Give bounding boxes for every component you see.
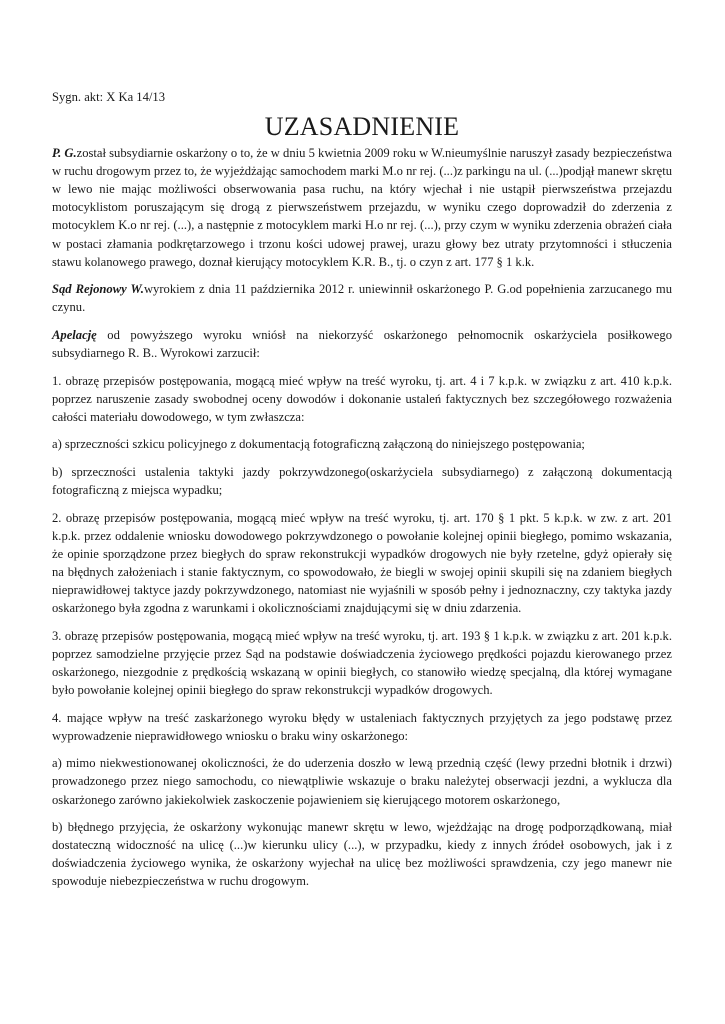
paragraph-appeal — [52, 326, 672, 362]
paragraph-text: 4. mające wpływ na treść zaskarżonego wyroku błędy w ustaleniach faktycznych przyjętych za jego podstawę przez wyprowadzenie nieprawidłowego wniosku o braku winy oskarżonego: — [52, 710, 672, 743]
paragraph-point-1b — [52, 463, 672, 499]
case-signature: Sygn. akt: X Ka 14/13 — [52, 90, 165, 104]
paragraph-text: b) sprzeczności ustalenia taktyki jazdy pokrzywdzonego(oskarżyciela subsydiarnego) z załączoną dokumentacją fotograficzną z miejsca wypadku; — [52, 465, 672, 498]
paragraph-verdict — [52, 280, 672, 316]
paragraph-text: a) mimo niekwestionowanej okoliczności, że do uderzenia doszło w lewą przednią część (lewy przedni błotnik i drzwi) prowadzonego przez niego samochodu, co niewątpliwie wskazuje o braku należytej obserwacji jezdni, a wyklucza dla oskarżonego zarówno jakiekolwiek zaskoczenie pojawieniem się kierującego motorem oskarżonego, — [52, 756, 672, 807]
paragraph-text: wyrokiem z dnia 11 października 2012 r. uniewinnił oskarżonego P. G.od popełnienia zarzucanego mu czynu. — [52, 282, 672, 315]
paragraph-text: 3. obrazę przepisów postępowania, mogącą mieć wpływ na treść wyroku, tj. art. 193 § 1 k.p.k. w związku z art. 201 k.p.k. poprzez samodzielne przyjęcie przez Sąd na podstawie doświadczenia życiowego prędkości pojazdu kierowanego przez oskarżonego, niezgodnie z prędkością wskazaną w opinii biegłych, co stanowiło wiedzę specjalną, dla której wymagane było powołanie kolejnej opinii biegłego do spraw rekonstrukcji wypadków drogowych. — [52, 628, 672, 698]
paragraph-lead: P. G. — [52, 146, 77, 161]
paragraph-charge — [52, 144, 672, 271]
document-page — [52, 88, 672, 900]
paragraph-point-1a — [52, 435, 672, 453]
paragraph-lead: Sąd Rejonowy W. — [52, 282, 144, 297]
paragraph-point-4a — [52, 754, 672, 808]
paragraph-point-1 — [52, 372, 672, 426]
document-title: UZASADNIENIE — [264, 112, 460, 142]
paragraph-point-3 — [52, 627, 672, 699]
paragraph-text: a) sprzeczności szkicu policyjnego z dokumentacją fotograficzną załączoną do niniejszego postępowania; — [52, 437, 585, 452]
paragraph-text: 2. obrazę przepisów postępowania, mogącą mieć wpływ na treść wyroku, tj. art. 170 § 1 pkt. 5 k.p.k. w zw. z art. 201 k.p.k. przez oddalenie wniosku dowodowego pokrzywdzonego o powołanie kolejnej opinii biegłego, pomimo wskazania, że opinie sporządzone przez biegłych do spraw rekonstrukcji wypadków drogowych nie były rzetelne, gdyż opierały się na błędnych założeniach i stanie faktycznym, co spowodowało, że biegli w swojej opinii skupili się na zdaniem biegłych nieprawidłowej taktyce jazdy pokrzywdzonego, natomiast nie wyjaśnili w sposób pełny i jednoznaczny, czy taktyka jazdy oskarżonego była zgodna z warunkami i okolicznościami znajdującymi się w dniu zdarzenia. — [52, 510, 672, 616]
paragraph-text: b) błędnego przyjęcia, że oskarżony wykonując manewr skrętu w lewo, wjeżdżając na drogę podporządkowaną, miał dostateczną widoczność na ulicę (...)w kierunku ulicy (...), w przypadku, kiedy z innych źródeł osobowych, jak i z doświadczenia życiowego wynika, że oskarżony wyjechał na ulicę bez możliwości sprawdzenia, czy jego manewr nie spowoduje niebezpieczeństwa w ruchu drogowym. — [52, 820, 672, 889]
paragraph-point-2 — [52, 509, 672, 618]
paragraph-point-4 — [52, 709, 672, 745]
paragraph-text: 1. obrazę przepisów postępowania, mogącą mieć wpływ na treść wyroku, tj. art. 4 i 7 k.p.k. w związku z art. 410 k.p.k. poprzez naruszenie zasady swobodnej oceny dowodów i dokonanie ustaleń faktycznych bez szczegółowego rozważenia całości materiału dowodowego, w tym zwłaszcza: — [52, 373, 672, 424]
paragraph-lead: Apelację — [52, 327, 97, 342]
paragraph-text: został subsydiarnie oskarżony o to, że w dniu 5 kwietnia 2009 roku w W.nieumyślnie naruszył zasady bezpieczeństwa w ruchu drogowym przez to, że wyjeżdżając samochodem marki M.o nr rej. (...)z parkingu na ul. (...)podjął manewr skrętu w lewo nie mając możliwości obserwowania pasa ruchu, na który wjechał i nie ustąpił pierwszeństwa przejazdu motocyklistom poruszającym się drogą z pierwszeństwem przejazdu, w wyniku czego doprowadził do zderzenia z motocyklem K.o nr rej. (...), a następnie z motocyklem marki H.o nr rej. (...), przy czym w wyniku zderzenia obrażeń ciała w postaci złamania podkrętarzowego i trzonu kości udowej prawej, urazu głowy bez utraty przytomności i stłuczenia stawu kolanowego prawego, doznał kierujący motocyklem K.R. B., tj. o czyn z art. 177 § 1 k.k. — [52, 146, 672, 269]
paragraph-text: od powyższego wyroku wniósł na niekorzyść oskarżonego pełnomocnik oskarżyciela posiłkowego subsydiarnego R. B.. Wyrokowi zarzucił: — [52, 327, 672, 361]
paragraph-point-4b — [52, 818, 672, 890]
